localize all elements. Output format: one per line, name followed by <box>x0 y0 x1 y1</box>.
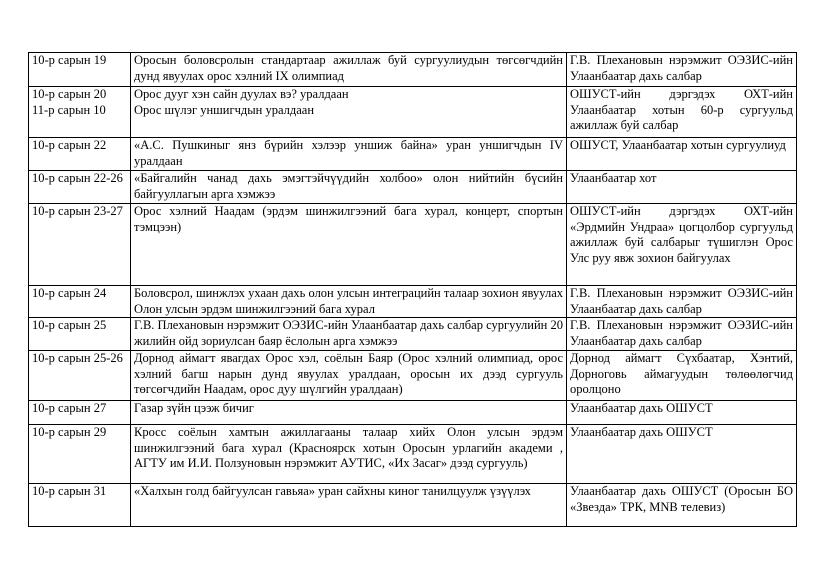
table-row <box>29 87 797 138</box>
organizer-cell: ОШУСТ, Улаанбаатар хотын сургуулиуд <box>567 138 797 171</box>
date-cell: 10-р сарын 27 <box>29 401 131 425</box>
date-cell <box>29 87 131 138</box>
event-cell: «Халхын голд байгуулсан гавьяа» уран сайхны киног танилцуулж үзүүлэх <box>131 484 567 527</box>
date-cell: 10-р сарын 22-26 <box>29 171 131 204</box>
table-row <box>29 484 797 527</box>
event-line: Орос шүлэг уншигчдын уралдаан <box>134 102 315 117</box>
date-cell: 10-р сарын 19 <box>29 53 131 87</box>
event-cell <box>131 87 567 138</box>
event-cell: Боловсрол, шинжлэх ухаан дахь олон улсын интеграцийн талаар зохион явуулах Олон улсын эрдэм шинжилгээний бага хурал <box>131 286 567 318</box>
table-row <box>29 171 797 204</box>
organizer-cell: Улаанбаатар дахь ОШУСТ (Оросын БО «Звезда» ТРК, MNB телевиз) <box>567 484 797 527</box>
table-row <box>29 204 797 286</box>
date-cell: 10-р сарын 23-27 <box>29 204 131 286</box>
date-line: 11-р сарын 10 <box>32 102 106 117</box>
event-cell: Оросын боловсролын стандартаар ажиллаж буй сургуулиудын төгсөгчдийн дунд явуулах орос хэлний IX олимпиад <box>131 53 567 87</box>
date-cell: 10-р сарын 29 <box>29 425 131 484</box>
table-row <box>29 425 797 484</box>
organizer-cell: Г.В. Плехановын нэрэмжит ОЭЗИС-ийн Улаанбаатар дахь салбар <box>567 53 797 87</box>
date-line: 10-р сарын 20 <box>32 87 107 101</box>
event-cell: Газар зүйн цээж бичиг <box>131 401 567 425</box>
event-cell: Орос хэлний Наадам (эрдэм шинжилгээний бага хурал, концерт, спортын тэмцээн) <box>131 204 567 286</box>
organizer-cell: ОШУСТ-ийн дэргэдэх ОХТ-ийн «Эрдмийн Ундраа» цогцолбор сургуульд ажиллаж буй салбарыг түшиглэн Орос Улс руу явж зохион байгуулах <box>567 204 797 286</box>
organizer-cell: Улаанбаатар хот <box>567 171 797 204</box>
date-cell: 10-р сарын 24 <box>29 286 131 318</box>
organizer-cell: Улаанбаатар дахь ОШУСТ <box>567 425 797 484</box>
organizer-cell: Г.В. Плехановын нэрэмжит ОЭЗИС-ийн Улаанбаатар дахь салбар <box>567 318 797 351</box>
events-table <box>28 52 797 527</box>
table-row <box>29 401 797 425</box>
date-cell: 10-р сарын 22 <box>29 138 131 171</box>
table-row <box>29 318 797 351</box>
table-row <box>29 53 797 87</box>
table-row <box>29 286 797 318</box>
event-cell: «А.С. Пушкиныг янз бүрийн хэлээр уншиж байна» уран уншигчдын IV уралдаан <box>131 138 567 171</box>
event-cell: Дорнод аймагт явагдах Орос хэл, соёлын Баяр (Орос хэлний олимпиад, орос хэлний багш нарын дунд явуулах уралдаан, оросын их дээд сургууль төгсөгчдийн Наадам, орос дуу шүлгийн уралдаан) <box>131 351 567 401</box>
event-cell: Г.В. Плехановын нэрэмжит ОЭЗИС-ийн Улаанбаатар дахь салбар сургуулийн 20 жилийн ойд зориулсан баяр ёслолын арга хэмжээ <box>131 318 567 351</box>
table-row <box>29 138 797 171</box>
date-cell: 10-р сарын 31 <box>29 484 131 527</box>
date-cell: 10-р сарын 25-26 <box>29 351 131 401</box>
organizer-cell: Улаанбаатар дахь ОШУСТ <box>567 401 797 425</box>
table-row <box>29 351 797 401</box>
event-cell: Кросс соёлын хамтын ажиллагааны талаар хийх Олон улсын эрдэм шинжилгээний бага хурал (Красноярск хотын Оросын урлагийн академи , АГТУ им И.И. Ползуновын нэрэмжит АУТИС, «Их Засаг» дээд сургууль) <box>131 425 567 484</box>
event-cell: «Байгалийн чанад дахь эмэгтэйчүүдийн холбоо» олон нийтийн бүсийн байгууллагын арга хэмжээ <box>131 171 567 204</box>
date-cell: 10-р сарын 25 <box>29 318 131 351</box>
event-line: Орос дууг хэн сайн дуулах вэ? уралдаан <box>134 87 349 101</box>
organizer-cell: Г.В. Плехановын нэрэмжит ОЭЗИС-ийн Улаанбаатар дахь салбар <box>567 286 797 318</box>
organizer-cell: ОШУСТ-ийн дэргэдэх ОХТ-ийн Улаанбаатар хотын 60-р сургуульд ажиллаж буй салбар <box>567 87 797 138</box>
organizer-cell: Дорнод аймагт Сүхбаатар, Хэнтий, Дорноговь аймагуудын төлөөлөгчид оролцоно <box>567 351 797 401</box>
